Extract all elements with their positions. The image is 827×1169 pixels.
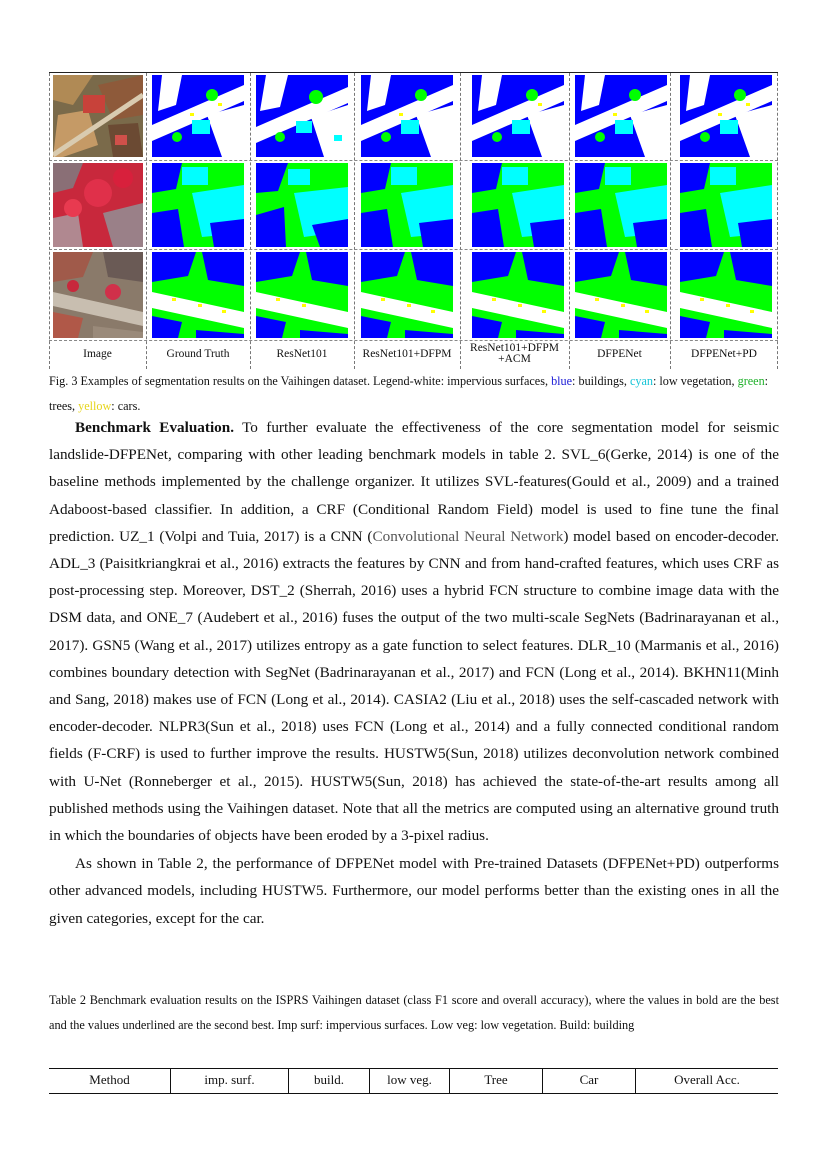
paragraph-results-summary: As shown in Table 2, the performance of DFPENet model with Pre-trained Datasets (DFPENet+PD) outperforms other advanced models, including HUSTW5. Furthermore, our model performs better than the existing ones in all the given categories, except for the car.	[49, 855, 779, 927]
ground-truth-row1	[152, 75, 244, 157]
resnet101-dfpm-result-row3	[361, 252, 453, 338]
dfpenet-result-row3	[575, 252, 667, 338]
legend-yellow-desc: : cars.	[111, 399, 141, 413]
header-tree: Tree	[450, 1069, 543, 1094]
header-build: build.	[289, 1069, 370, 1094]
header-imp-surf: imp. surf.	[171, 1069, 289, 1094]
ground-truth-row2	[152, 163, 244, 247]
benchmark-table	[49, 1068, 778, 1094]
header-low-veg: low veg.	[370, 1069, 450, 1094]
dfpenet-result-row1	[575, 75, 667, 157]
legend-yellow: yellow	[78, 399, 112, 413]
paragraph-heading: Benchmark Evaluation.	[75, 419, 234, 436]
paragraph-text: To further evaluate the effectiveness of the core segmentation model for seismic landslide-DFPENet, comparing with other leading benchmark models in table 2. SVL_6(Gerke, 2014) is one of the baseline methods implemented by the challenge organizer. It utilizes SVL-features(Gould et al., 2009) and a trained Adaboost-based classifier. In addition, a CRF (Conditional Random Field) model is used to fine tune the final prediction. UZ_1 (Volpi and Tuia, 2017) is a CNN (	[49, 419, 779, 545]
ground-truth-row3	[152, 252, 244, 338]
header-overall-acc: Overall Acc.	[636, 1069, 779, 1094]
column-label-dfpenet-pd: DFPENet+PD	[691, 347, 757, 360]
resnet101-dfpm-result-row2	[361, 163, 453, 247]
figure-caption	[49, 369, 779, 419]
paragraph-benchmark-evaluation	[49, 414, 779, 849]
aerial-photo-row1	[53, 75, 143, 157]
legend-blue-desc: : buildings,	[572, 374, 630, 388]
cnn-full-name: Convolutional Neural Network	[372, 527, 564, 545]
resnet101-dfpm-acm-result-row2	[472, 163, 564, 247]
resnet101-result-row3	[256, 252, 348, 338]
caption-text: Fig. 3 Examples of segmentation results on the Vaihingen dataset. Legend-white: impervious surfaces,	[49, 374, 552, 388]
resnet101-result-row1	[256, 75, 348, 157]
paragraph-text: ) model based on encoder-decoder. ADL_3 (Paisitkriangkrai et al., 2016) extracts the features by CNN and from hand-crafted features, which uses CRF as post-processing step. Moreover, DST_2 (Sherrah, 2016) uses a hybrid FCN structure to combine image data with the DSM data, and ONE_7 (Audebert et al., 2016) fuses the output of the two multi-scale SegNets (Badrinarayanan et al., 2017). GSN5 (Wang et al., 2017) utilizes entropy as a gate function to select features. DLR_10 (Marmanis et al., 2016) combines boundary detection with SegNet (Badrinarayanan et al., 2017) and FCN (Long et al., 2014). BKHN11(Minh and Sang, 2018) makes use of FCN (Long et al., 2014). CASIA2 (Liu et al., 2018) uses the self-cascaded network with encoder-decoder. NLPR3(Sun et al., 2018) uses FCN (Long et al., 2014) and a fully connected conditional random fields (F-CRF) is used to further improve the results. HUSTW5(Sun, 2018) utilizes deconvolution network combined with U-Net (Ronneberger et al., 2015). HUSTW5(Sun, 2018) has achieved the state-of-the-art results among all published methods using the Vaihingen dataset. Note that all the metrics are computed using an alternative ground truth in which the boundaries of objects have been eroded by a 3-pixel radius.	[49, 527, 780, 845]
resnet101-dfpm-acm-result-row1	[472, 75, 564, 157]
column-label-resnet101: ResNet101	[276, 347, 328, 360]
legend-blue: blue	[551, 374, 573, 388]
resnet101-dfpm-acm-result-row3	[472, 252, 564, 338]
resnet101-result-row2	[256, 163, 348, 247]
body-text	[49, 414, 779, 932]
header-car: Car	[543, 1069, 636, 1094]
column-label-dfpenet: DFPENet	[597, 347, 642, 360]
legend-green-desc: : trees,	[49, 374, 769, 413]
dfpenet-pd-result-row3	[680, 252, 772, 338]
aerial-photo-row3	[53, 252, 143, 338]
dfpenet-pd-result-row1	[680, 75, 772, 157]
header-method: Method	[49, 1069, 171, 1094]
resnet101-dfpm-result-row1	[361, 75, 453, 157]
column-label-image: Image	[83, 347, 112, 360]
table-header-row	[49, 1069, 778, 1094]
table-caption: Table 2 Benchmark evaluation results on the ISPRS Vaihingen dataset (class F1 score and overall accuracy), where the values in bold are the best and the values underlined are the second best. Imp surf: impervious surfaces. Low veg: low vegetation. Build: building	[49, 993, 779, 1032]
dfpenet-result-row2	[575, 163, 667, 247]
legend-cyan-desc: : low vegetation,	[652, 374, 738, 388]
figure-row-divider	[49, 160, 778, 161]
column-label-ground-truth: Ground Truth	[166, 347, 230, 360]
dfpenet-pd-result-row2	[680, 163, 772, 247]
column-label-resnet101-dfpm-acm: ResNet101+DFPM +ACM	[470, 342, 559, 365]
column-label-resnet101-dfpm: ResNet101+DFPM	[362, 347, 452, 360]
legend-green: green	[737, 374, 765, 388]
legend-cyan: cyan	[629, 374, 653, 388]
figure-row-divider	[49, 249, 778, 250]
aerial-photo-row2	[53, 163, 143, 247]
